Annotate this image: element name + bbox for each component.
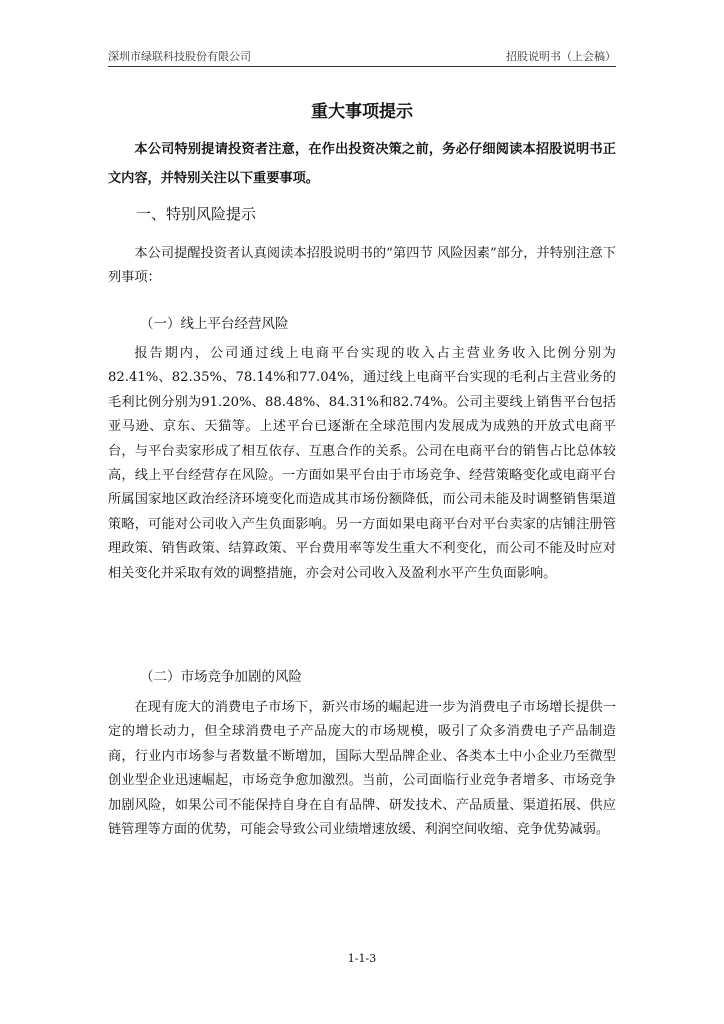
header-company-name: 深圳市绿联科技股份有限公司 [108,50,251,63]
intro-notice: 本公司特别提请投资者注意，在作出投资决策之前，务必仔细阅读本招股说明书正文内容，并特别关注以下重要事项。 [108,142,616,186]
header-divider [108,66,616,67]
risk-paragraph-online-platform: 报告期内，公司通过线上电商平台实现的收入占主营业务收入比例分别为82.41%、82.35%、78.14%和77.04%，通过线上电商平台实现的毛利占主营业务的毛利比例分别为91.20%、88.48%、84.31%和82.74%。公司主要线上销售平台包括亚马逊、京东、天猫等。上述平台已逐渐在全球范围内发展成为成熟的开放式电商平台，与平台卖家形成了相互依存、互惠合作的关系。公司在电商平台的销售占比总体较高，线上平台经营存在风险。一方面如果平台由于市场竞争、经营策略变化或电商平台所属国家地区政治经济环境变化而造成其市场份额降低，而公司未能及时调整销售渠道策略，可能对公司收入产生负面影响。另一方面如果电商平台对平台卖家的店铺注册管理政策、销售政策、结算政策、平台费用率等发生重大不利变化，而公司不能及时应对相关变化并采取有效的调整措施，亦会对公司收入及盈利水平产生负面影响。 [108,346,616,581]
header-document-type: 招股说明书（上会稿） [506,50,616,63]
page-title: 重大事项提示 [311,102,413,122]
risk-heading-market-competition: （二）市场竞争加剧的风险 [140,669,302,685]
page-number: 1-1-3 [347,952,377,965]
section-intro-paragraph: 本公司提醒投资者认真阅读本招股说明书的“第四节 风险因素”部分，并特别注意下列事项： [108,246,616,286]
risk-paragraph-market-competition: 在现有庞大的消费电子市场下，新兴市场的崛起进一步为消费电子市场增长提供一定的增长动力，但全球消费电子产品庞大的市场规模，吸引了众多消费电子产品制造商，行业内市场参与者数量不断增加，国际大型品牌企业、各类本土中小企业乃至微型创业型企业迅速崛起，市场竞争愈加激烈。当前，公司面临行业竞争者增多、市场竞争加剧风险，如果公司不能保持自身在自有品牌、研发技术、产品质量、渠道拓展、供应链管理等方面的优势，可能会导致公司业绩增速放缓、利润空间收缩、竞争优势减弱。 [108,700,616,838]
page-header [108,48,616,66]
risk-heading-online-platform: （一）线上平台经营风险 [140,316,289,332]
section-heading-special-risks: 一、特别风险提示 [136,205,257,223]
